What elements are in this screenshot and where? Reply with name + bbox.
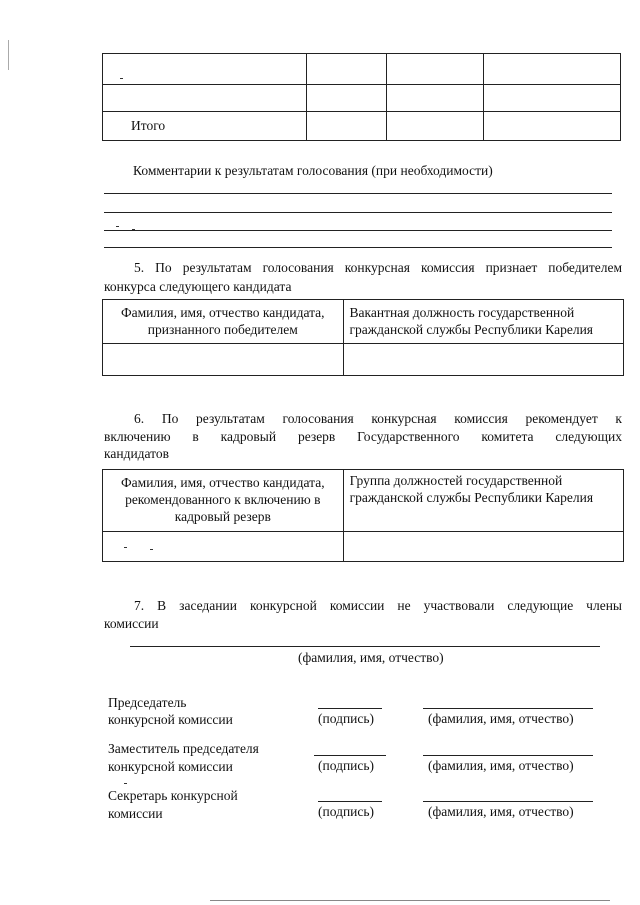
name-line bbox=[423, 801, 593, 802]
scan-mark bbox=[124, 783, 127, 784]
signature-caption: (подпись) bbox=[318, 711, 375, 726]
scan-mark bbox=[124, 547, 127, 548]
name-line bbox=[423, 755, 593, 756]
role-label: конкурсной комиссии bbox=[108, 712, 233, 727]
signature-line bbox=[314, 755, 386, 756]
table-row bbox=[103, 300, 624, 344]
table-row bbox=[103, 344, 624, 376]
absent-members-caption: (фамилия, имя, отчество) bbox=[298, 650, 444, 665]
section6-line1: 6. По результатам голосования конкурсная комиссия рекомендует к bbox=[134, 411, 622, 426]
reserve-col2-header: Группа должностей государственной гражданской службы Республики Карелия bbox=[343, 470, 623, 532]
scan-mark bbox=[120, 78, 123, 79]
total-label: Итого bbox=[131, 118, 166, 133]
section7-line2: комиссии bbox=[104, 616, 159, 631]
table-row bbox=[103, 532, 624, 562]
comments-label: Комментарии к результатам голосования (при необходимости) bbox=[133, 163, 493, 178]
scan-edge bbox=[8, 40, 9, 70]
table-row bbox=[103, 85, 621, 112]
table-row bbox=[103, 470, 624, 532]
role-label: конкурсной комиссии bbox=[108, 759, 233, 774]
signature-line bbox=[318, 708, 382, 709]
section5-line2: конкурса следующего кандидата bbox=[104, 279, 292, 294]
table-row bbox=[103, 54, 621, 85]
section6-line2: включению в кадровый резерв Государственного комитета следующих bbox=[104, 429, 622, 444]
name-caption: (фамилия, имя, отчество) bbox=[428, 758, 574, 773]
name-line bbox=[423, 708, 593, 709]
comment-line bbox=[104, 193, 612, 194]
winner-col2-header: Вакантная должность государственной гражданской службы Республики Карелия bbox=[343, 300, 623, 344]
role-label: Заместитель председателя bbox=[108, 741, 259, 756]
section6-line3: кандидатов bbox=[104, 446, 170, 461]
section7-line1: 7. В заседании конкурсной комиссии не участвовали следующие члены bbox=[134, 598, 622, 613]
table-row bbox=[103, 112, 621, 141]
scan-mark bbox=[150, 549, 153, 550]
signature-caption: (подпись) bbox=[318, 804, 375, 819]
section5-line1: 5. По результатам голосования конкурсная комиссия признает победителем bbox=[134, 260, 622, 275]
scan-mark bbox=[132, 229, 135, 230]
role-label: Председатель bbox=[108, 695, 187, 710]
role-label: комиссии bbox=[108, 806, 163, 821]
winner-table bbox=[102, 299, 624, 376]
reserve-col1-header: Фамилия, имя, отчество кандидата, рекомендованного к включению в кадровый резерв bbox=[103, 470, 344, 532]
name-caption: (фамилия, имя, отчество) bbox=[428, 804, 574, 819]
comment-line bbox=[104, 212, 612, 213]
comment-line bbox=[104, 230, 612, 231]
signature-caption: (подпись) bbox=[318, 758, 375, 773]
scan-mark bbox=[116, 226, 119, 227]
name-caption: (фамилия, имя, отчество) bbox=[428, 711, 574, 726]
winner-col1-header: Фамилия, имя, отчество кандидата, признанного победителем bbox=[103, 300, 344, 344]
scan-edge bbox=[210, 900, 610, 901]
absent-members-line bbox=[130, 646, 600, 647]
results-table bbox=[102, 53, 621, 141]
signature-line bbox=[318, 801, 382, 802]
reserve-table bbox=[102, 469, 624, 562]
role-label: Секретарь конкурсной bbox=[108, 788, 238, 803]
comment-line bbox=[104, 247, 612, 248]
